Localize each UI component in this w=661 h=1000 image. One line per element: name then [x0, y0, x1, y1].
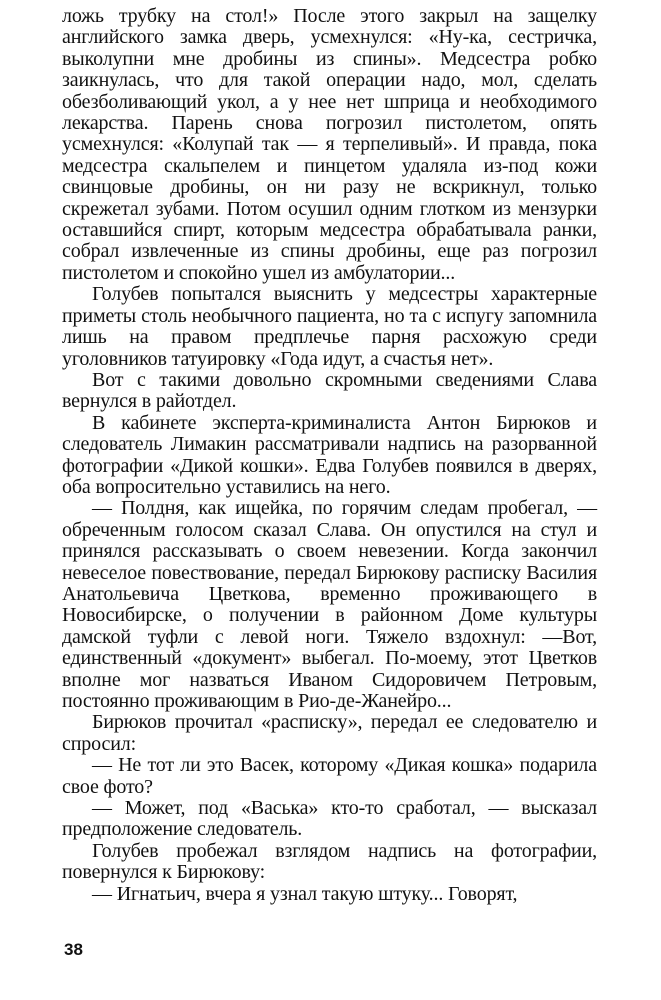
paragraph-9: Голубев пробежал взглядом надпись на фотографии, повернулся к Бирюкову:	[62, 839, 597, 884]
paragraph-6: Бирюков прочитал «расписку», передал ее следователю и спросил:	[62, 711, 597, 755]
page-number: 38	[64, 940, 83, 959]
paragraph-4: В кабинете эксперта-криминалиста Антон Бирюков и следователь Лимакин рассматривали надпись на разорванной фотографии «Дикой кошки». Едва Голубев появился в дверях, оба вопросительно уставились на него.	[62, 411, 597, 498]
paragraph-7: — Не тот ли это Васек, которому «Дикая кошка» подарила свое фото?	[62, 754, 597, 798]
paragraph-10: — Игнатьич, вчера я узнал такую штуку... Говорят,	[92, 882, 518, 905]
paragraph-3: Вот с такими довольно скромными сведениями Слава вернулся в райотдел.	[62, 368, 597, 413]
paragraph-8: — Может, под «Васька» кто-то сработал, — высказал предположение следователь.	[62, 797, 597, 841]
page-text	[62, 6, 597, 905]
paragraph-1: ложь трубку на стол!» После этого закрыл на защелку английского замка дверь, усмехнулся: «Ну-ка, сестричка, выколупни мне дробины из спины». Медсестра робко заикнулась, что для такой операции надо, мол, сделать обезболивающий укол, а у нее нет шприца и необходимого лекарства. Парень снова погрозил пистолетом, опять усмехнулся: «Колупай так — я терпеливый». И правда, пока медсестра скальпелем и пинцетом удаляла из-под кожи свинцовые дробины, он ни разу не вскрикнул, только скрежетал зубами. Потом осушил одним глотком из мензурки оставшийся спирт, которым медсестра обрабатывала ранки, собрал извлеченные из спины дробины, еще раз погрозил пистолетом и спокойно ушел из амбулатории...	[62, 5, 597, 284]
paragraph-5: — Полдня, как ищейка, по горячим следам пробегал, — обреченным голосом сказал Слава. Он опустился на стул и принялся рассказывать о своем невезении. Когда закончил невеселое повествование, передал Бирюкову расписку Василия Анатольевича Цветкова, временно проживающего в Новосибирске, о получении в районном Доме культуры дамской туфли с левой ноги. Тяжело вздохнул: —Вот, единственный «документ» выбегал. По-моему, этот Цветков вполне мог назваться Иваном Сидоровичем Петровым, постоянно проживающим в Рио-де-Жанейро...	[62, 497, 597, 712]
paragraph-2: Голубев попытался выяснить у медсестры характерные приметы столь необычного пациента, но та с испугу запомнила лишь на правом предплечье парня расхожую среди уголовников татуировку «Года идут, а счастья нет».	[62, 283, 597, 370]
